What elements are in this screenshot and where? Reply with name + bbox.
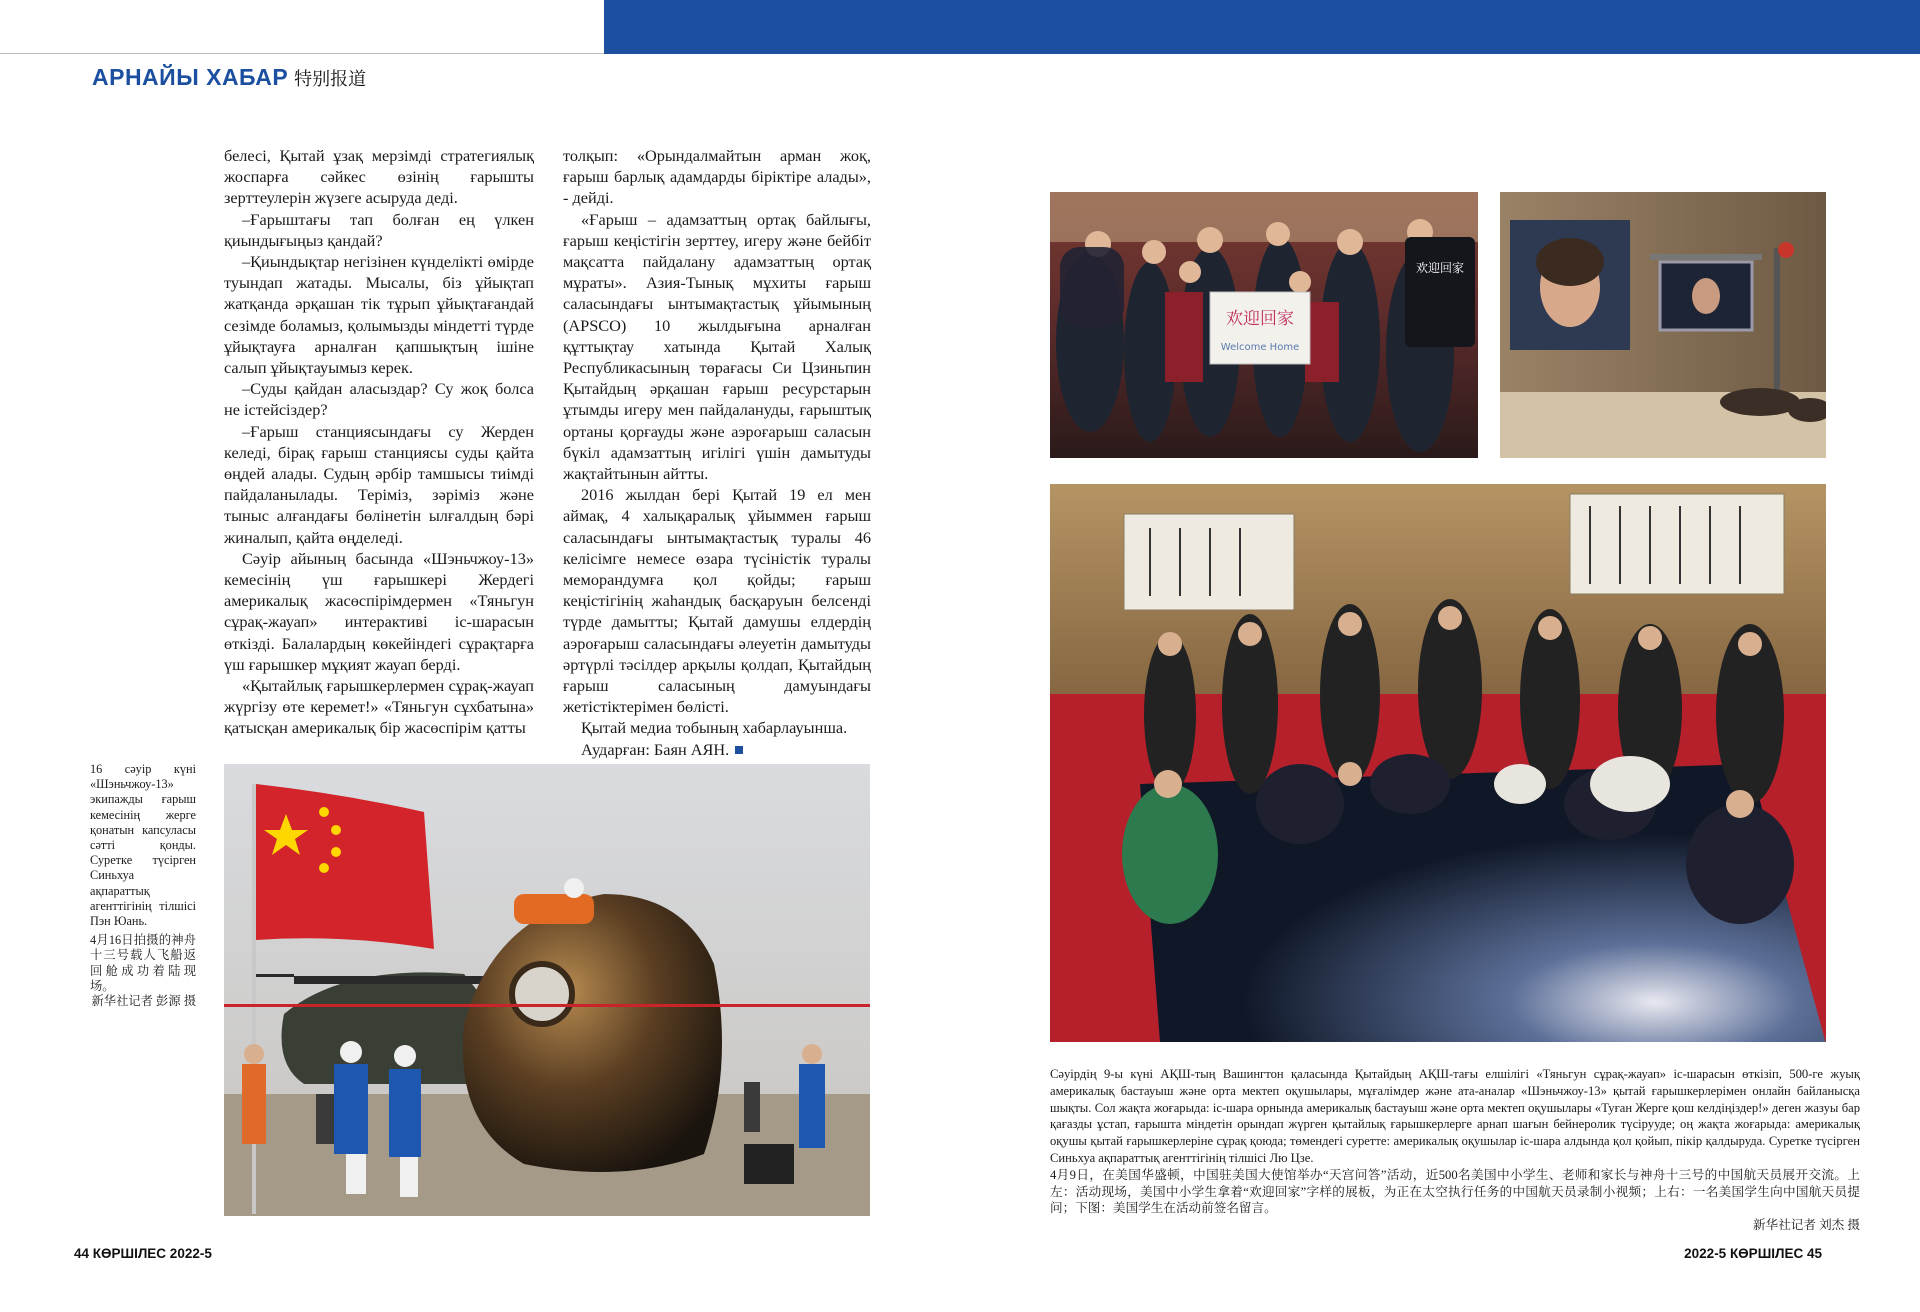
header-band xyxy=(604,0,1920,54)
paragraph: –Суды қайдан аласыздар? Су жоқ болса не істейсіздер? xyxy=(224,379,534,420)
folio-right: 2022-5 КӨРШІЛЕС 45 xyxy=(1684,1246,1822,1261)
photo-kids-welcome-sign xyxy=(1050,192,1478,458)
section-title-cn: 特别报道 xyxy=(294,69,367,89)
paragraph: «Қытайлық ғарышкерлермен сұрақ-жауап жүргізу өте керемет!» «Тяньгун сұхбатына» қатысқан америкалық бір жасөспірім қатты xyxy=(224,676,534,738)
section-title-kz: АРНАЙЫ ХАБАР xyxy=(92,64,289,90)
header-rule xyxy=(0,53,604,54)
section-title xyxy=(92,64,366,91)
caption-capsule-kz: 16 сәуір күні «Шэньчжоу-13» экипажды ғарыш кемесінің жерге қонатын капсуласы сәтті қонды. Суретке түсірген Синьхуа ақпараттық агенттігінің тілшісі Пэн Юань. xyxy=(90,762,196,929)
paragraph: Қытай медиа тобының хабарлауынша. xyxy=(581,718,848,738)
translator-credit: Аударған: Баян АЯН. xyxy=(581,739,730,759)
folio-left: 44 КӨРШІЛЕС 2022-5 xyxy=(74,1246,212,1261)
paragraph: –Қиындықтар негізінен күнделікті өмірде туындап жатады. Мысалы, біз ұйықтап жатқанда әрқашан тік тұрып ұйықтағандай сезімде боламыз, қолымызды міндетті түрде ұйықтауға арналған қапшықтың ішіне салып ұйықтауымыз керек. xyxy=(224,252,534,378)
photo-capsule-landing xyxy=(224,764,870,1216)
caption-embassy-event xyxy=(1050,1066,1860,1234)
photo-students-signing xyxy=(1050,484,1826,1042)
caption-capsule xyxy=(90,762,196,1009)
paragraph: –Ғарыш станциясындағы су Жерден келеді, бірақ ғарыш станциясы суды қайта өңдей алады. Судың әрбір тамшысы тиімді пайдаланылады. Теріміз, зәріміз және тыныс алғандағы бөлінетін ылғалдың бәрі жиналып, қайта өңделеді. xyxy=(224,421,534,547)
paragraph xyxy=(563,739,871,760)
paragraph: «Ғарыш – адамзаттың ортақ байлығы, ғарыш кеңістігін зерттеу, игеру және бейбіт мақсатта пайдалану адамзаттың ортақ мұраты». Азия-Тынық мұхиты ғарыш саласындағы ынтымақтастық ұйымының (APSCO) 10 жылдығына арналған құттықтау хатында Қытай Халық Республикасының төрағасы Си Цзиньпин Қытайдың әрқашан ғарыш ресурстарын ұтымды игеру мен пайдалануды, ғарыштық ортаны қорғауды және аэроғарыш саласын бүкіл адамзаттың игілігі үшін дамытуды жақтайтынын айтты. xyxy=(563,209,871,484)
caption-capsule-cn: 4月16日拍摄的神舟十三号载人飞船返回舱成功着陆现场。 xyxy=(90,933,196,993)
photo-student-screen xyxy=(1500,192,1826,458)
end-mark-icon xyxy=(735,746,743,754)
welcome-sign-text: 欢迎回家 xyxy=(1226,309,1294,329)
article-column-1 xyxy=(224,145,534,739)
caption-embassy-kz: Сәуірдің 9-ы күні АҚШ-тың Вашингтон қаласында Қытайдың АҚШ-тағы елшілігі «Тяньгун сұрақ-жауап» іс-шарасын өткізіп, 500-ге жуық америкалық бастауыш және орта мектеп оқушылары, мұғалімдер және ата-аналар «Шэньчжоу-13» қытай ғарышкерлерімен онлайн байланысқа шықты. Сол жақта жоғарыда: іс-шара орнында америкалық бастауыш және орта мектеп оқушылары «Туған Жерге қош келдіңіздер!» деген жазуы бар қағазды ұстап, ғарышта міндетін орындап жүрген қытайлық ғарышкерлерге арнап шағын бейнеролик түсірууде; оң жақта жоғарыда: америкалық оқушы қытай ғарышкерлеріне сұрақ қоюда; төмендегі суретте: америкалық оқушылар іс-шара алдында қол қойып, пікір қалдыруда. Суретке түсірген Синьхуа ақпараттық агенттігінің тілшісі Лю Цзе. xyxy=(1050,1067,1860,1165)
caption-capsule-author: 新华社记者 彭源 摄 xyxy=(91,994,196,1009)
paragraph: 2016 жылдан бері Қытай 19 ел мен аймақ, 4 халықаралық ұйыммен ғарыш саласындағы ынтымақтастық туралы 46 келісімге немесе өзара түсіністік туралы меморандумға қол қойды; ғарыш кеңістігінің жаһандық басқаруын белсенді түрде дамытты; Қытай дамушы елдердің аэроғарыш саласындағы әлеуетін дамытуды әртүрлі тәсілдер арқылы қолдап, Қытайдың ғарыш саласының дамуындағы жетістіктерімен бөлісті. xyxy=(563,485,871,717)
caption-embassy-cn: 4月9日，在美国华盛顿，中国驻美国大使馆举办“天宫问答”活动，近500名美国中小学生、老师和家长与神舟十三号的中国航天员展开交流。上左：活动现场，美国中小学生拿着“欢迎回家”字样的展板，为正在太空执行任务的中国航天员录制小视频；上右：一名美国学生向中国航天员提问；下图：美国学生在活动前签名留言。 xyxy=(1050,1167,1860,1216)
paragraph: белесі, Қытай ұзақ мерзімді стратегиялық жоспарға сәйкес өзінің ғарышты зерттеулерін жүзеге асыруда деді. xyxy=(224,146,534,208)
banner-text: 欢迎回家 xyxy=(1415,261,1465,275)
paragraph: толқып: «Орындалмайтын арман жоқ, ғарыш барлық адамдарды біріктіре алады», - дейді. xyxy=(563,146,871,208)
caption-embassy-author: 新华社记者 刘杰 摄 xyxy=(1752,1218,1860,1233)
paragraph: Сәуір айының басында «Шэньчжоу-13» кемесінің үш ғарышкері Жердегі америкалық жасөспірімдермен «Тяньгун сұрақ-жауап» интерактиві іс-шарасын өткізді. Балалардың көкейіндегі сұрақтарға үш ғарышкер мұқият жауап берді. xyxy=(224,548,534,674)
paragraph: –Ғарыштағы тап болған ең үлкен қиындығыңыз қандай? xyxy=(224,209,534,250)
article-column-2 xyxy=(563,145,871,760)
welcome-sign-subtext: Welcome Home xyxy=(1220,342,1300,353)
